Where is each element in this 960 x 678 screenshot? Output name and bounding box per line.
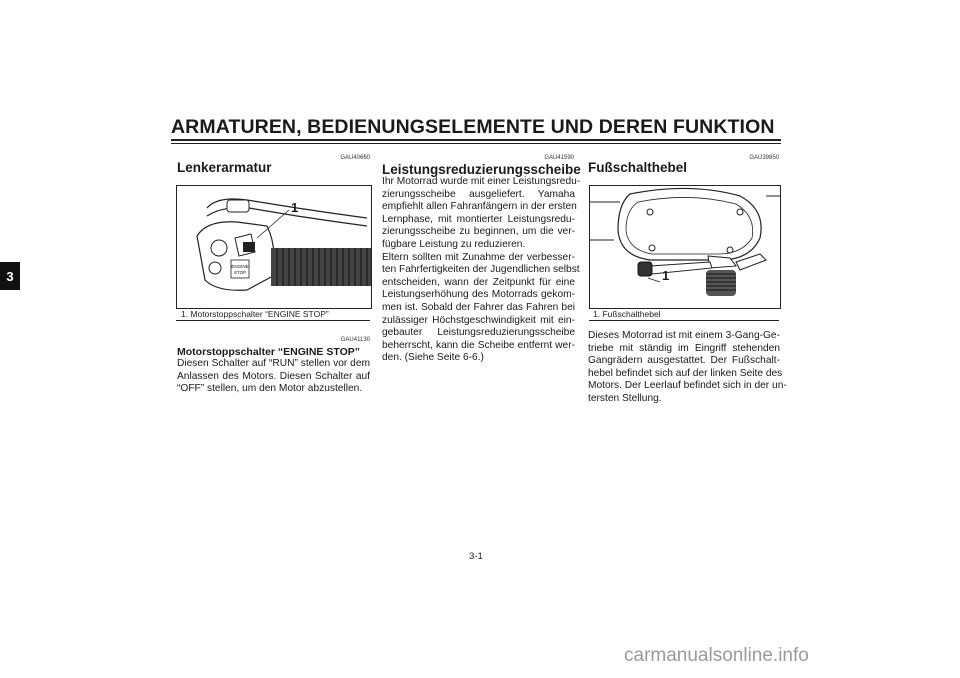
caption-rule (176, 320, 370, 321)
text-line: Lernphase, mit montierter Leistungsredu- (382, 213, 575, 225)
text-line: gebauter Leistungsreduzierungsscheibe (382, 327, 575, 339)
text-line: Diesen Schalter auf “RUN” stellen vor dem (177, 358, 370, 369)
text-line: den. (Siehe Seite 6-6.) (382, 352, 484, 364)
text-line: triebe mit ständig im Eingriff stehenden (588, 342, 780, 354)
section-code: GAU40660 (340, 155, 370, 161)
handlebar-illustration (177, 186, 371, 308)
text-line: entscheiden, wann der Zeitpunkt für eine (382, 276, 575, 288)
shift-pedal-illustration (590, 186, 780, 308)
section-code: GAU41590 (544, 155, 574, 161)
text-line: men ist. Sobald der Fahrer das Fahren bei (382, 301, 575, 313)
title-rule (171, 139, 781, 141)
text-line: Gangrädern ausgestattet. Der Fußschalt- (588, 355, 780, 367)
switch-label-engine: ENGINE (231, 264, 249, 269)
text-line: fügbare Leistung zu reduzieren. (382, 238, 526, 250)
figure-caption: 1. Motorstoppschalter “ENGINE STOP” (181, 309, 329, 319)
figure-callout: 1 (291, 200, 299, 215)
caption-rule (589, 320, 779, 321)
text-line: zulässiger Höchstgeschwindigkeit mit ein- (382, 314, 575, 326)
title-rule-thin (171, 143, 781, 144)
switch-label-stop: STOP (233, 270, 247, 275)
text-line: ten Fahrfertigkeiten der Jugendlichen selbst (382, 264, 580, 276)
text-line: tersten Stellung. (588, 392, 662, 404)
section-subheading: Motorstoppschalter “ENGINE STOP” (177, 346, 360, 358)
watermark: carmanualsonline.info (624, 645, 809, 666)
text-line: Ihr Motorrad wurde mit einer Leistungsredu- (382, 176, 581, 187)
text-line: Motors. Der Leerlauf befindet sich in der un- (588, 380, 787, 392)
text-line: hebel befindet sich auf der linken Seite des (588, 367, 783, 379)
text-line: empfiehlt allen Fahranfängern in der ersten (382, 201, 577, 213)
page-title: ARMATUREN, BEDIENUNGSELEMENTE UND DEREN FUNKTION (171, 116, 775, 138)
handlebar-switch-figure (176, 185, 372, 309)
text-line: “OFF” stellen, um den Motor abzustellen. (177, 383, 363, 395)
text-line: Eltern sollten mit Zunahme der verbesser- (382, 251, 575, 263)
page-number: 3-1 (469, 551, 483, 562)
text-line: Dieses Motorrad ist mit einem 3-Gang-Ge- (588, 330, 780, 341)
text-line: Leistungserhöhung des Motorrads gekom- (382, 289, 575, 301)
text-line: zierungsscheibe zu beginnen, um die ver- (382, 226, 575, 238)
text-line: zierungsscheibe ausgeliefert. Yamaha (382, 188, 575, 200)
section-code: GAU39850 (749, 155, 779, 161)
paragraph (382, 176, 581, 365)
section-heading: Lenkerarmatur (177, 160, 272, 175)
text-line: beherrscht, kann die Scheibe entfernt wer- (382, 339, 575, 351)
text-line: Anlassen des Motors. Diesen Schalter auf (177, 370, 370, 382)
section-code: GAU41130 (340, 337, 370, 343)
section-heading: Leistungsreduzierungsscheibe (382, 162, 581, 177)
figure-caption: 1. Fußschalthebel (593, 309, 661, 319)
figure-callout: 1 (662, 268, 670, 283)
section-heading: Fußschalthebel (588, 160, 688, 175)
shift-pedal-figure (589, 185, 781, 309)
paragraph (177, 358, 370, 396)
paragraph (588, 330, 787, 406)
chapter-tab: 3 (0, 262, 20, 290)
